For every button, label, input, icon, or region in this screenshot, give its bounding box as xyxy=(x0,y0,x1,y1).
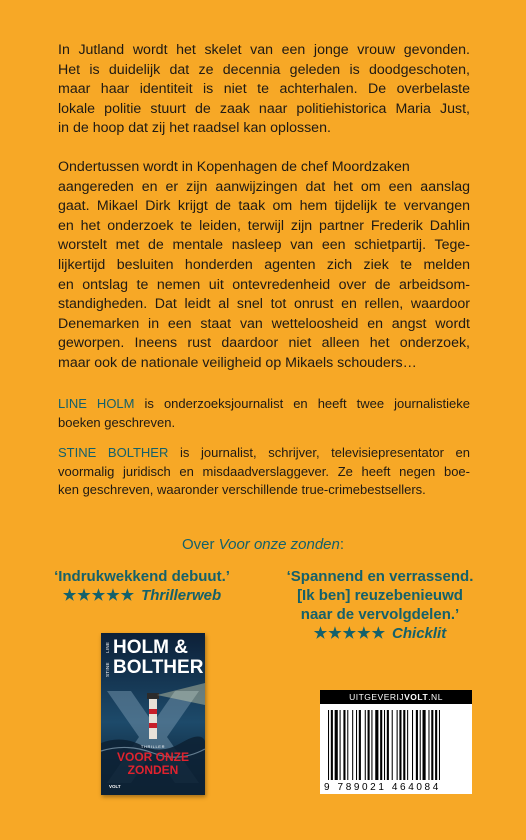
author-bio-text: is onderzoeksjournalist en heeft twee journalistieke xyxy=(134,396,470,411)
author-name-bolther: STINE BOLTHER xyxy=(58,445,169,460)
blurb-line: gaat. Mikael Dirk krijgt de taak om hem tijdelijk te vervangen xyxy=(58,198,470,215)
barcode-panel xyxy=(320,690,472,794)
cover-author-first-1: LINE xyxy=(105,641,110,653)
blurb-line: Het is duidelijk dat ze decennia geleden is doodgeschoten, xyxy=(58,61,470,78)
review-source: Thrillerweb xyxy=(141,587,222,604)
publisher-url-suffix: .NL xyxy=(428,692,443,702)
review-quote-text: ‘Indrukwekkend debuut.’ xyxy=(54,568,230,585)
review-quote-text: ‘Spannend en verrassend. xyxy=(286,568,474,585)
blurb-line: in de hoop dat zij het raadsel kan oplossen. xyxy=(58,120,331,137)
blurb-line: Ondertussen wordt in Kopenhagen de chef Moordzaken xyxy=(58,159,410,175)
author-bio-holm xyxy=(58,395,470,432)
review-attribution xyxy=(42,586,242,605)
blurb-line: lijkertijd besluiten honderden agenten zich ziek te melden xyxy=(58,256,470,273)
reviews-heading xyxy=(0,536,526,553)
blurb-line: en ontslag te nemen uit ontevredenheid over de arbeidsom- xyxy=(58,276,470,293)
isbn-number: 9 789021 464084 xyxy=(324,782,441,793)
author-bio-text: ken geschreven, waaronder verschillende true-crimebestsellers. xyxy=(58,482,426,497)
review-quote-2 xyxy=(262,567,498,643)
blurb-line: lokale politie stuurt de zaak naar politiehistorica Maria Just, xyxy=(58,100,470,117)
author-name-holm: LINE HOLM xyxy=(58,396,135,411)
blurb-line: aangereden en er zijn aanwijzingen dat het om een aanslag xyxy=(58,178,470,195)
author-bio-text: voormalig juridisch en misdaadverslaggever. Ze heeft negen boe- xyxy=(58,463,470,479)
review-attribution xyxy=(262,624,498,643)
blurb-line: maar ook de nationale veiligheid op Mikaels schouders… xyxy=(58,354,417,371)
blurb-line: Denemarken in een staat van wetteloosheid en angst wordt xyxy=(58,315,470,332)
review-source: Chicklit xyxy=(392,625,447,642)
blurb-line: worstelt met de mentale nasleep van een schietpartij. Tege- xyxy=(58,237,470,254)
blurb-line: en het onderzoek te leiden, terwijl zijn partner Frederik Dahlin xyxy=(58,217,470,234)
cover-author-first-2: STINE xyxy=(105,662,110,677)
rating-stars-icon: ★★★★★ xyxy=(313,625,387,642)
cover-genre: THRILLER xyxy=(140,744,166,749)
cover-author-2: BOLTHER xyxy=(113,657,204,678)
publisher-url-prefix: UITGEVERIJ xyxy=(349,692,405,702)
barcode-icon xyxy=(328,710,464,782)
rating-stars-icon: ★★★★★ xyxy=(62,587,136,604)
author-bio-bolther xyxy=(58,444,470,500)
publisher-url xyxy=(320,690,472,704)
blurb-line: In Jutland wordt het skelet van een jonge vrouw gevonden. xyxy=(58,42,470,58)
blurb-line: maar haar identiteit is niet te achterhalen. De overbelaste xyxy=(58,81,470,98)
cover-title-1: VOOR ONZE xyxy=(116,750,189,764)
book-cover-thumbnail xyxy=(101,633,205,795)
blurb-paragraph-2 xyxy=(58,158,470,374)
cover-author-1: HOLM & xyxy=(113,637,188,658)
blurb-paragraph-1 xyxy=(58,41,470,139)
author-bio-text: is journalist, schrijver, televisiepresentator en xyxy=(168,445,470,460)
publisher-url-brand: VOLT xyxy=(404,692,429,702)
review-quote-text: naar de vervolgdelen.’ xyxy=(300,606,460,623)
lighthouse-icon xyxy=(149,699,157,739)
reviews-heading-title: Voor onze zonden xyxy=(218,536,340,553)
cover-publisher: VOLT xyxy=(109,784,121,789)
blurb-line: geworpen. Ineens rust daardoor niet alleen het onderzoek, xyxy=(58,335,470,352)
review-quote-1 xyxy=(42,567,242,605)
blurb-line: standigheden. Dat leidt al snel tot onrust en rellen, waardoor xyxy=(58,296,470,313)
reviews-heading-prefix: Over xyxy=(181,536,219,553)
cover-title-2: ZONDEN xyxy=(127,763,179,777)
author-bio-text: boeken geschreven. xyxy=(58,414,176,430)
reviews-heading-suffix: : xyxy=(339,536,345,553)
review-quote-text: [Ik ben] reuzebenieuwd xyxy=(297,587,463,604)
